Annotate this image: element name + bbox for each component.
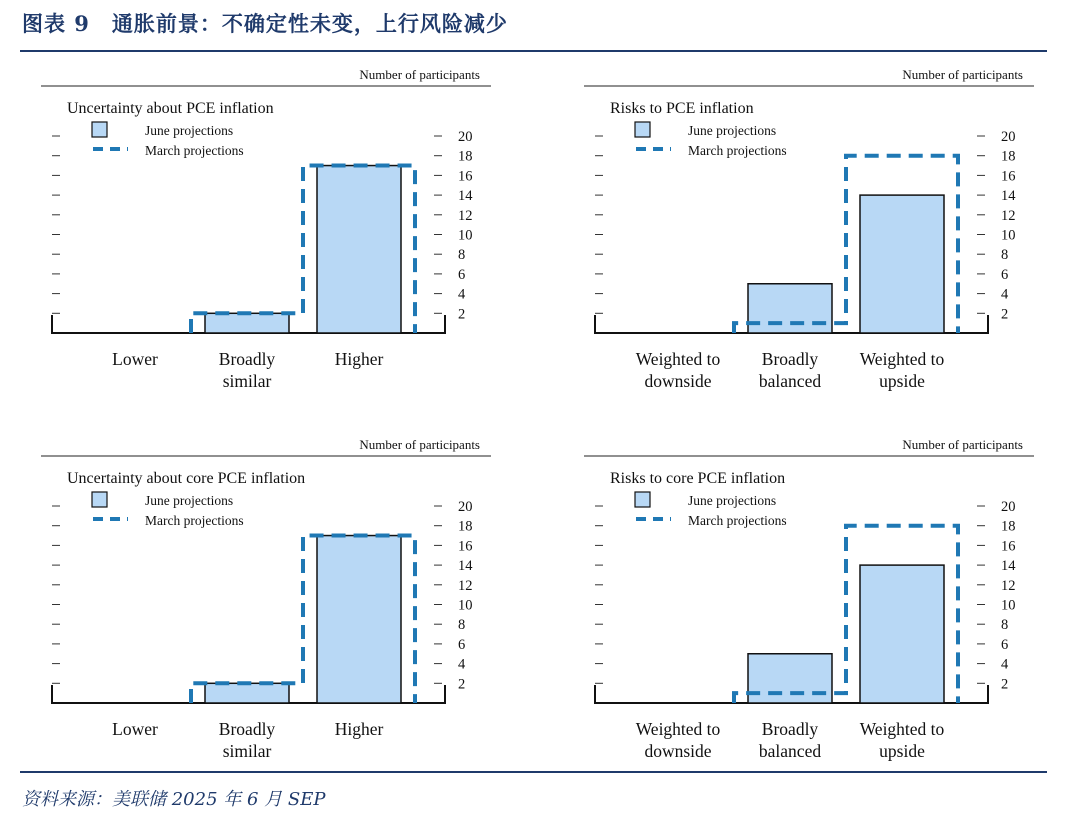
y-tick-label: 12	[458, 577, 473, 594]
chart-panel-3	[41, 437, 491, 761]
source-note: 资料来源：美联储 2025 年 6 月 SEP	[22, 789, 326, 810]
y-tick-label: 4	[1001, 286, 1009, 303]
x-category-label: balanced	[758, 371, 822, 391]
bar-june	[205, 683, 289, 703]
x-category-label: Lower	[112, 349, 158, 369]
bar-june	[748, 284, 832, 333]
y-tick-label: 20	[458, 499, 473, 515]
x-category-label: Weighted to	[635, 719, 721, 739]
bar-june	[748, 654, 832, 703]
x-category-label: upside	[879, 371, 925, 391]
y-tick-label: 2	[1001, 676, 1009, 693]
bar-june	[860, 565, 944, 703]
units-label: Number of participants	[359, 67, 480, 82]
y-tick-label: 10	[1001, 597, 1016, 614]
bar-june	[860, 195, 944, 333]
legend-label: March projections	[688, 143, 787, 158]
legend-label: March projections	[145, 513, 244, 528]
y-tick-label: 6	[1001, 266, 1009, 283]
legend-label: March projections	[145, 143, 244, 158]
bar-june	[317, 166, 401, 333]
y-tick-label: 16	[1001, 538, 1016, 555]
chart-title: Uncertainty about PCE inflation	[67, 100, 274, 117]
y-tick-label: 8	[458, 617, 466, 634]
y-tick-label: 14	[458, 188, 473, 205]
units-label: Number of participants	[902, 67, 1023, 82]
x-category-label: upside	[879, 741, 925, 761]
y-tick-label: 6	[1001, 636, 1009, 653]
x-category-label: Broadly	[761, 719, 819, 739]
y-tick-label: 18	[1001, 148, 1016, 165]
legend-label: June projections	[145, 493, 234, 508]
x-category-label: similar	[222, 371, 272, 391]
y-tick-label: 12	[458, 207, 473, 224]
y-tick-label: 10	[458, 597, 473, 614]
y-tick-label: 6	[458, 266, 466, 283]
y-tick-label: 2	[458, 306, 466, 323]
x-category-label: Broadly	[218, 349, 276, 369]
x-category-label: balanced	[758, 741, 822, 761]
y-tick-label: 12	[1001, 577, 1016, 594]
y-tick-label: 2	[1001, 306, 1009, 323]
legend-label: June projections	[688, 493, 777, 508]
units-label: Number of participants	[359, 437, 480, 452]
x-category-label: Lower	[112, 719, 158, 739]
chart-title: Uncertainty about core PCE inflation	[67, 470, 306, 487]
figure-title: 图表 9 通胀前景：不确定性未变，上行风险减少	[22, 11, 508, 36]
units-label: Number of participants	[902, 437, 1023, 452]
bar-june	[317, 536, 401, 703]
chart-panel-4	[584, 437, 1034, 761]
y-tick-label: 14	[1001, 188, 1016, 205]
x-category-label: Weighted to	[635, 349, 721, 369]
x-category-label: downside	[644, 371, 712, 391]
y-tick-label: 14	[458, 558, 473, 575]
x-category-label: downside	[644, 741, 712, 761]
y-tick-label: 4	[1001, 656, 1009, 673]
y-tick-label: 4	[458, 656, 466, 673]
legend-swatch-solid	[635, 122, 650, 137]
y-tick-label: 20	[458, 129, 473, 145]
y-tick-label: 20	[1001, 499, 1016, 515]
y-tick-label: 8	[458, 247, 466, 264]
y-tick-label: 12	[1001, 207, 1016, 224]
legend-label: June projections	[688, 123, 777, 138]
y-tick-label: 14	[1001, 558, 1016, 575]
chart-title: Risks to core PCE inflation	[610, 470, 786, 487]
x-category-label: Higher	[334, 349, 384, 369]
y-tick-label: 18	[1001, 518, 1016, 535]
y-tick-label: 8	[1001, 617, 1009, 634]
x-category-label: Higher	[334, 719, 384, 739]
chart-panel-1	[41, 67, 491, 391]
x-category-label: Broadly	[218, 719, 276, 739]
chart-title: Risks to PCE inflation	[610, 100, 754, 117]
legend-swatch-solid	[92, 122, 107, 137]
y-tick-label: 20	[1001, 129, 1016, 145]
y-tick-label: 16	[458, 168, 473, 185]
bar-june	[205, 313, 289, 333]
y-tick-label: 18	[458, 518, 473, 535]
y-tick-label: 4	[458, 286, 466, 303]
legend-swatch-solid	[92, 492, 107, 507]
chart-panel-2	[584, 67, 1034, 391]
y-tick-label: 2	[458, 676, 466, 693]
y-tick-label: 10	[458, 227, 473, 244]
y-tick-label: 10	[1001, 227, 1016, 244]
legend-label: June projections	[145, 123, 234, 138]
y-tick-label: 16	[1001, 168, 1016, 185]
legend-label: March projections	[688, 513, 787, 528]
footer-rule	[20, 771, 1047, 773]
y-tick-label: 6	[458, 636, 466, 653]
y-tick-label: 16	[458, 538, 473, 555]
x-category-label: Weighted to	[859, 719, 945, 739]
y-tick-label: 8	[1001, 247, 1009, 264]
x-category-label: similar	[222, 741, 272, 761]
x-category-label: Weighted to	[859, 349, 945, 369]
legend-swatch-solid	[635, 492, 650, 507]
y-tick-label: 18	[458, 148, 473, 165]
x-category-label: Broadly	[761, 349, 819, 369]
